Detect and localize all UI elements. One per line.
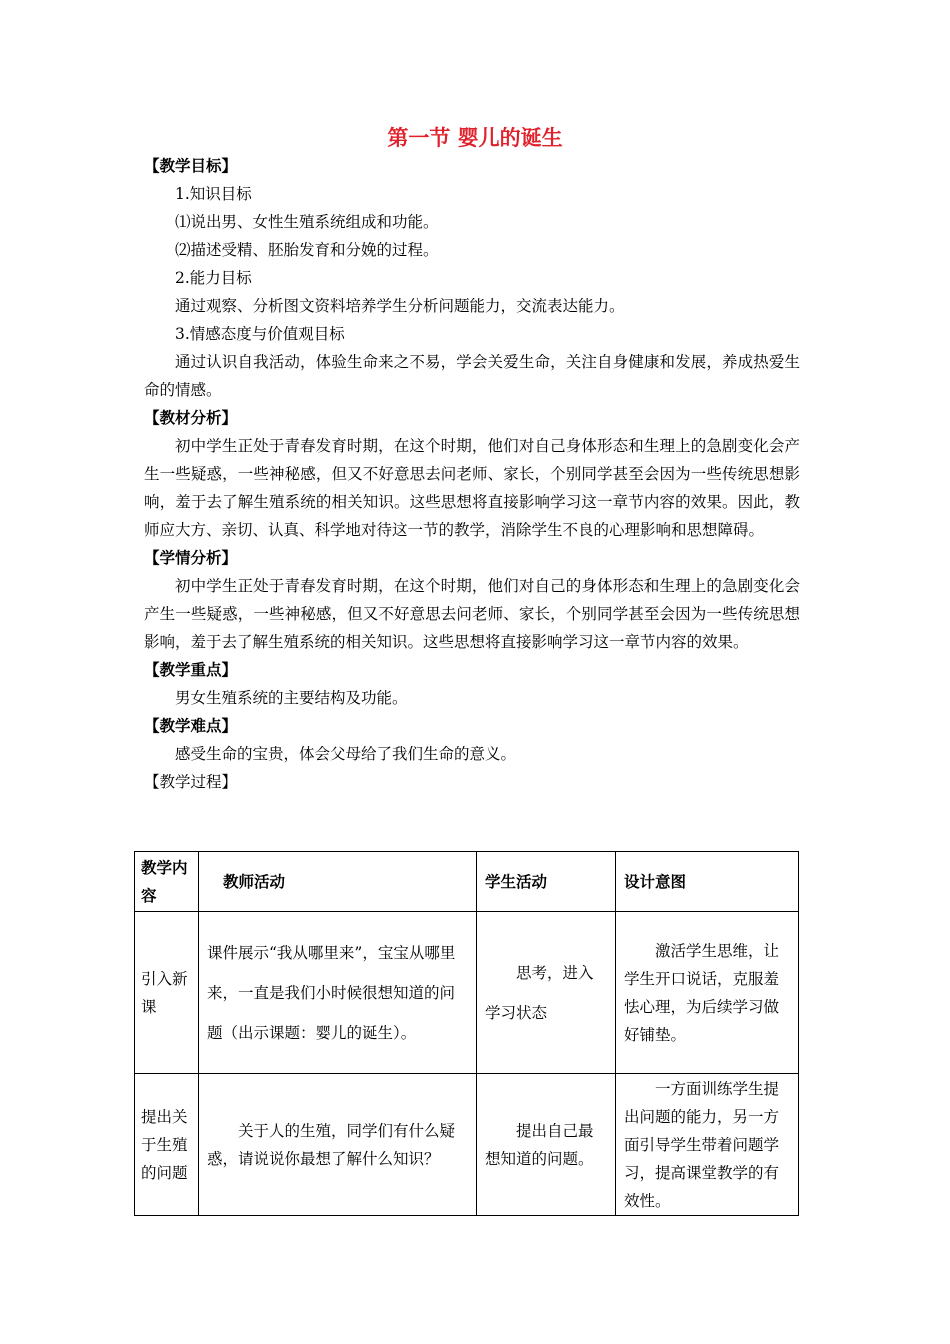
cell-design-intent: 一方面训练学生提出问题的能力，另一方面引导学生带着问题学习，提高课堂教学的有效性。 xyxy=(616,1074,799,1216)
key-point-text: 男女生殖系统的主要结构及功能。 xyxy=(175,689,408,707)
cell-teacher-activity: 课件展示“我从哪里来”，宝宝从哪里来，一直是我们小时候很想知道的问题（出示课题：婴儿的诞生）。 xyxy=(199,912,477,1074)
column-header-teacher: 教师活动 xyxy=(199,852,477,912)
column-header-content: 教学内容 xyxy=(135,852,199,912)
section-heading-material: 【教材分析】 xyxy=(144,409,238,427)
lesson-content xyxy=(144,152,800,796)
cell-student-activity: 提出自己最想知道的问题。 xyxy=(477,1074,616,1216)
cell-content: 引入新课 xyxy=(135,912,199,1074)
ability-goal-title: 2.能力目标 xyxy=(175,269,252,287)
difficulty-text: 感受生命的宝贵，体会父母给了我们生命的意义。 xyxy=(175,745,517,763)
cell-design-intent: 激活学生思维，让学生开口说话，克服羞怯心理，为后续学习做好铺垫。 xyxy=(616,912,799,1074)
cell-student-activity: 思考，进入学习状态 xyxy=(477,912,616,1074)
knowledge-goal-item: ⑴说出男、女性生殖系统组成和功能。 xyxy=(175,213,439,231)
emotion-goal-title: 3.情感态度与价值观目标 xyxy=(175,325,345,343)
emotion-goal-text: 通过认识自我活动，体验生命来之不易，学会关爱生命，关注自身健康和发展，养成热爱生命的情感。 xyxy=(144,353,800,399)
section-heading-difficulty: 【教学难点】 xyxy=(144,717,238,735)
page-title: 第一节 婴儿的诞生 xyxy=(387,126,563,150)
column-header-student: 学生活动 xyxy=(477,852,616,912)
cell-teacher-activity: 关于人的生殖，同学们有什么疑惑，请说说你最想了解什么知识？ xyxy=(199,1074,477,1216)
cell-content: 提出关于生殖的问题 xyxy=(135,1074,199,1216)
section-heading-process: 【教学过程】 xyxy=(144,773,238,791)
teaching-process-table xyxy=(134,851,799,1216)
section-heading-key-point: 【教学重点】 xyxy=(144,661,238,679)
table-row xyxy=(135,1074,799,1216)
table-row xyxy=(135,912,799,1074)
student-analysis-text: 初中学生正处于青春发育时期，在这个时期，他们对自己的身体形态和生理上的急剧变化会产生一些疑惑，一些神秘感，但又不好意思去问老师、家长，个别同学甚至会因为一些传统思想影响，羞于去了解生殖系统的相关知识。这些思想将直接影响学习这一章节内容的效果。 xyxy=(144,577,800,651)
table-header-row xyxy=(135,852,799,912)
material-analysis-text: 初中学生正处于青春发育时期，在这个时期，他们对自己身体形态和生理上的急剧变化会产生一些疑惑，一些神秘感，但又不好意思去问老师、家长，个别同学甚至会因为一些传统思想影响，羞于去了解生殖系统的相关知识。这些思想将直接影响学习这一章节内容的效果。因此，教师应大方、亲切、认真、科学地对待这一节的教学，消除学生不良的心理影响和思想障碍。 xyxy=(144,437,800,539)
column-header-intent: 设计意图 xyxy=(616,852,799,912)
ability-goal-text: 通过观察、分析图文资料培养学生分析问题能力，交流表达能力。 xyxy=(175,297,625,315)
section-heading-students: 【学情分析】 xyxy=(144,549,238,567)
section-heading-goals: 【教学目标】 xyxy=(144,157,238,175)
knowledge-goal-item: ⑵描述受精、胚胎发育和分娩的过程。 xyxy=(175,241,439,259)
knowledge-goal-title: 1.知识目标 xyxy=(175,185,252,203)
